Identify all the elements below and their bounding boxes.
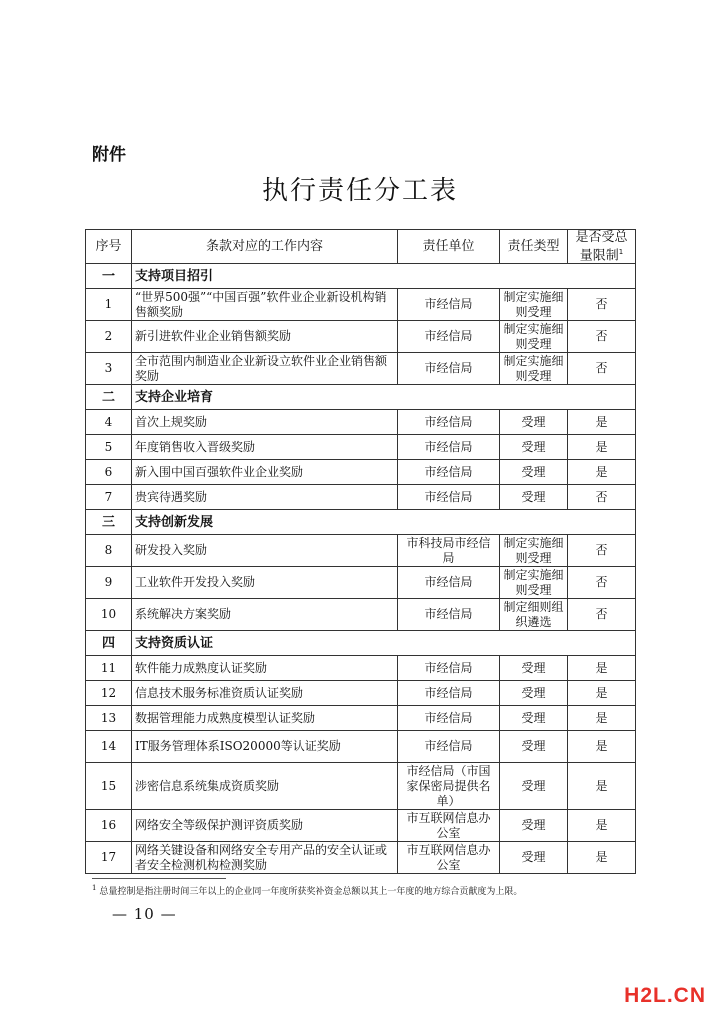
section-name: 支持企业培育 xyxy=(132,385,636,410)
footnote-divider xyxy=(92,878,226,879)
section-row xyxy=(86,510,636,535)
table-row xyxy=(86,535,636,567)
row-unit: 市经信局 xyxy=(398,410,500,435)
row-limit: 是 xyxy=(568,656,636,681)
section-row xyxy=(86,631,636,656)
row-limit: 否 xyxy=(568,485,636,510)
row-unit: 市经信局 xyxy=(398,321,500,353)
col-header-limit-text: 是否受总量限制 xyxy=(575,230,628,264)
row-number: 10 xyxy=(86,599,132,631)
row-content: 网络关键设备和网络安全专用产品的安全认证或者安全检测机构检测奖励 xyxy=(132,842,398,874)
row-number: 1 xyxy=(86,289,132,321)
section-name: 支持项目招引 xyxy=(132,264,636,289)
row-number: 14 xyxy=(86,731,132,763)
row-unit: 市经信局 xyxy=(398,681,500,706)
row-type: 受理 xyxy=(500,485,568,510)
row-number: 9 xyxy=(86,567,132,599)
col-header-type: 责任类型 xyxy=(500,230,568,264)
row-number: 11 xyxy=(86,656,132,681)
row-type: 制定实施细则受理 xyxy=(500,567,568,599)
row-content: “世界500强”“中国百强”软件业企业新设机构销售额奖励 xyxy=(132,289,398,321)
table-row xyxy=(86,842,636,874)
row-type: 受理 xyxy=(500,410,568,435)
row-limit: 是 xyxy=(568,763,636,810)
row-limit: 是 xyxy=(568,731,636,763)
row-content: 首次上规奖励 xyxy=(132,410,398,435)
row-unit: 市经信局 xyxy=(398,706,500,731)
row-limit: 否 xyxy=(568,535,636,567)
row-content: 新入围中国百强软件业企业奖励 xyxy=(132,460,398,485)
row-limit: 是 xyxy=(568,842,636,874)
col-header-content: 条款对应的工作内容 xyxy=(132,230,398,264)
row-unit: 市经信局 xyxy=(398,485,500,510)
table-row xyxy=(86,731,636,763)
row-type: 受理 xyxy=(500,842,568,874)
row-type: 制定实施细则受理 xyxy=(500,321,568,353)
table-header-row xyxy=(86,230,636,264)
row-number: 3 xyxy=(86,353,132,385)
row-number: 5 xyxy=(86,435,132,460)
section-row xyxy=(86,264,636,289)
row-type: 制定实施细则受理 xyxy=(500,289,568,321)
row-limit: 否 xyxy=(568,567,636,599)
row-number: 13 xyxy=(86,706,132,731)
table-row xyxy=(86,656,636,681)
row-number: 8 xyxy=(86,535,132,567)
row-content: 年度销售收入晋级奖励 xyxy=(132,435,398,460)
section-number: 二 xyxy=(86,385,132,410)
attachment-label: 附件 xyxy=(92,145,126,165)
row-content: IT服务管理体系ISO20000等认证奖励 xyxy=(132,731,398,763)
row-type: 受理 xyxy=(500,656,568,681)
row-type: 受理 xyxy=(500,706,568,731)
row-content: 网络安全等级保护测评资质奖励 xyxy=(132,810,398,842)
table-row xyxy=(86,763,636,810)
row-number: 2 xyxy=(86,321,132,353)
row-type: 受理 xyxy=(500,731,568,763)
row-content: 全市范围内制造业企业新设立软件业企业销售额奖励 xyxy=(132,353,398,385)
row-content: 软件能力成熟度认证奖励 xyxy=(132,656,398,681)
row-unit: 市经信局 xyxy=(398,599,500,631)
watermark-logo: H2L.CN xyxy=(624,984,706,1007)
table-row xyxy=(86,410,636,435)
row-number: 4 xyxy=(86,410,132,435)
table-row xyxy=(86,460,636,485)
section-row xyxy=(86,385,636,410)
row-number: 17 xyxy=(86,842,132,874)
row-unit: 市经信局 xyxy=(398,289,500,321)
row-limit: 是 xyxy=(568,706,636,731)
row-content: 贵宾待遇奖励 xyxy=(132,485,398,510)
row-limit: 否 xyxy=(568,289,636,321)
row-type: 受理 xyxy=(500,763,568,810)
row-limit: 是 xyxy=(568,410,636,435)
table-row xyxy=(86,353,636,385)
row-content: 数据管理能力成熟度模型认证奖励 xyxy=(132,706,398,731)
row-type: 制定细则组织遴选 xyxy=(500,599,568,631)
col-header-unit: 责任单位 xyxy=(398,230,500,264)
table-row xyxy=(86,599,636,631)
row-limit: 否 xyxy=(568,321,636,353)
row-unit: 市经信局 xyxy=(398,656,500,681)
row-content: 信息技术服务标准资质认证奖励 xyxy=(132,681,398,706)
row-number: 6 xyxy=(86,460,132,485)
table-row xyxy=(86,681,636,706)
footnote-text: 总量控制是指注册时间三年以上的企业同一年度所获奖补资金总额以其上一年度的地方综合贡献度为上限。 xyxy=(99,887,523,897)
row-unit: 市互联网信息办公室 xyxy=(398,842,500,874)
row-number: 16 xyxy=(86,810,132,842)
row-content: 研发投入奖励 xyxy=(132,535,398,567)
table-row xyxy=(86,810,636,842)
row-number: 12 xyxy=(86,681,132,706)
row-type: 受理 xyxy=(500,435,568,460)
row-unit: 市经信局 xyxy=(398,435,500,460)
section-name: 支持创新发展 xyxy=(132,510,636,535)
row-content: 新引进软件业企业销售额奖励 xyxy=(132,321,398,353)
row-limit: 是 xyxy=(568,460,636,485)
table-row xyxy=(86,567,636,599)
table-row xyxy=(86,321,636,353)
col-header-no: 序号 xyxy=(86,230,132,264)
row-unit: 市经信局 xyxy=(398,353,500,385)
row-type: 受理 xyxy=(500,810,568,842)
table-row xyxy=(86,289,636,321)
row-number: 15 xyxy=(86,763,132,810)
row-content: 涉密信息系统集成资质奖励 xyxy=(132,763,398,810)
row-limit: 否 xyxy=(568,353,636,385)
row-type: 制定实施细则受理 xyxy=(500,353,568,385)
table-row xyxy=(86,706,636,731)
row-content: 系统解决方案奖励 xyxy=(132,599,398,631)
page-number: — 10 — xyxy=(112,905,177,923)
row-limit: 是 xyxy=(568,681,636,706)
footnote xyxy=(92,884,522,897)
row-number: 7 xyxy=(86,485,132,510)
row-unit: 市经信局 xyxy=(398,731,500,763)
responsibility-table xyxy=(85,229,636,874)
row-limit: 是 xyxy=(568,810,636,842)
row-unit: 市互联网信息办公室 xyxy=(398,810,500,842)
row-content: 工业软件开发投入奖励 xyxy=(132,567,398,599)
row-type: 受理 xyxy=(500,460,568,485)
row-unit: 市科技局市经信局 xyxy=(398,535,500,567)
page-title: 执行责任分工表 xyxy=(261,176,458,206)
section-number: 三 xyxy=(86,510,132,535)
col-header-limit xyxy=(568,230,636,264)
section-number: 四 xyxy=(86,631,132,656)
row-limit: 是 xyxy=(568,435,636,460)
table-row xyxy=(86,435,636,460)
row-type: 制定实施细则受理 xyxy=(500,535,568,567)
section-number: 一 xyxy=(86,264,132,289)
row-type: 受理 xyxy=(500,681,568,706)
table-row xyxy=(86,485,636,510)
row-unit: 市经信局 xyxy=(398,460,500,485)
row-unit: 市经信局 xyxy=(398,567,500,599)
row-limit: 否 xyxy=(568,599,636,631)
footnote-mark: 1 xyxy=(92,884,97,892)
row-unit: 市经信局（市国家保密局提供名单） xyxy=(398,763,500,810)
section-name: 支持资质认证 xyxy=(132,631,636,656)
footnote-ref: 1 xyxy=(618,248,624,256)
